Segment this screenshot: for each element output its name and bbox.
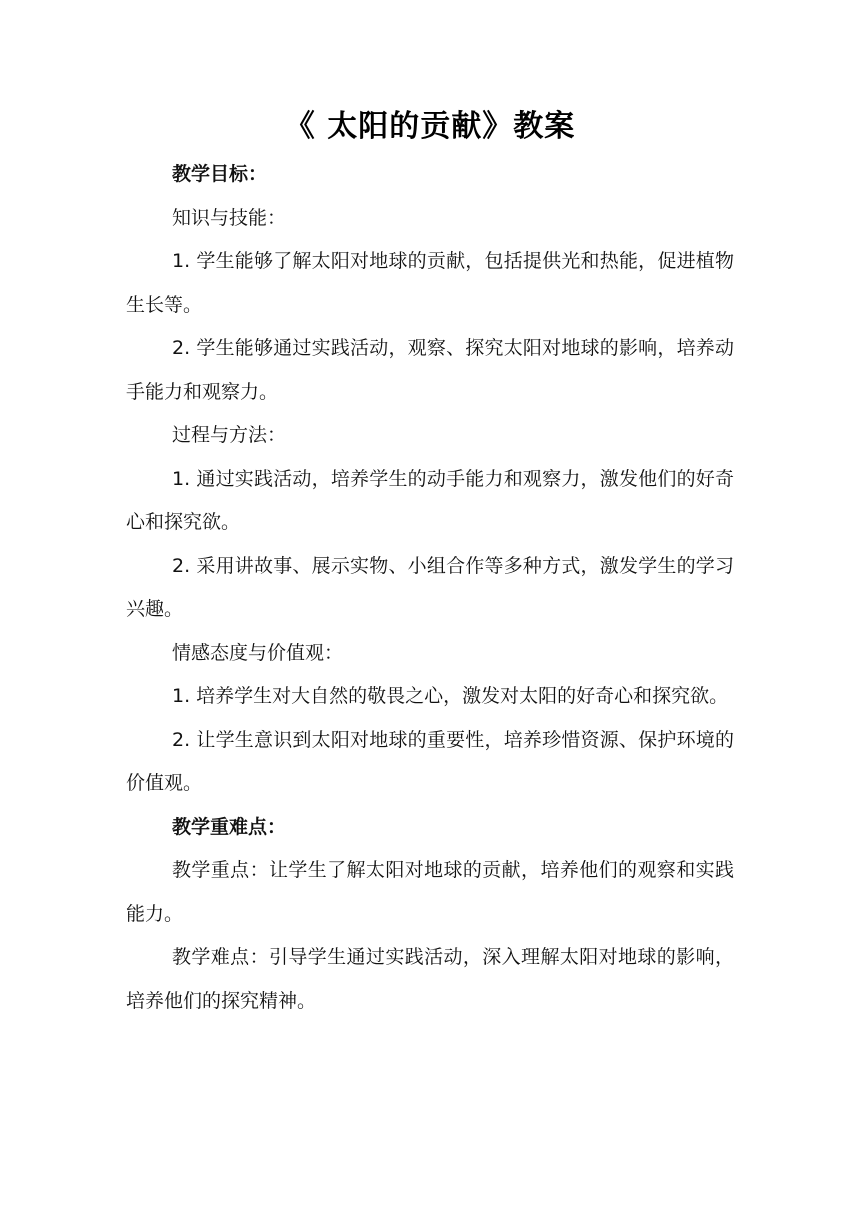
paragraph: 教学难点：引导学生通过实践活动，深入理解太阳对地球的影响，培养他们的探究精神。 — [126, 946, 734, 1012]
paragraph: 1. 培养学生对大自然的敬畏之心，激发对太阳的好奇心和探究欲。 — [172, 685, 729, 707]
paragraph: 2. 让学生意识到太阳对地球的重要性，培养珍惜资源、保护环境的价值观。 — [126, 728, 734, 794]
paragraph: 2. 采用讲故事、展示实物、小组合作等多种方式，激发学生的学习兴趣。 — [126, 554, 734, 620]
subheading-knowledge-skills: 知识与技能： — [172, 206, 287, 229]
paragraph: 1. 通过实践活动，培养学生的动手能力和观察力，激发他们的好奇心和探究欲。 — [126, 467, 734, 533]
subheading-process-methods: 过程与方法： — [172, 424, 287, 446]
paragraph: 2. 学生能够通过实践活动，观察、探究太阳对地球的影响，培养动手能力和观察力。 — [126, 337, 734, 403]
section-heading-objectives: 教学目标： — [172, 163, 268, 185]
section-heading-key-points: 教学重难点： — [172, 815, 287, 838]
paragraph: 教学重点：让学生了解太阳对地球的贡献，培养他们的观察和实践能力。 — [126, 859, 734, 925]
document-body — [126, 153, 734, 1023]
subheading-attitudes-values: 情感态度与价值观： — [172, 641, 344, 664]
document-title: 《 太阳的贡献》教案 — [284, 109, 576, 144]
paragraph: 1. 学生能够了解太阳对地球的贡献，包括提供光和热能，促进植物生长等。 — [126, 250, 734, 316]
